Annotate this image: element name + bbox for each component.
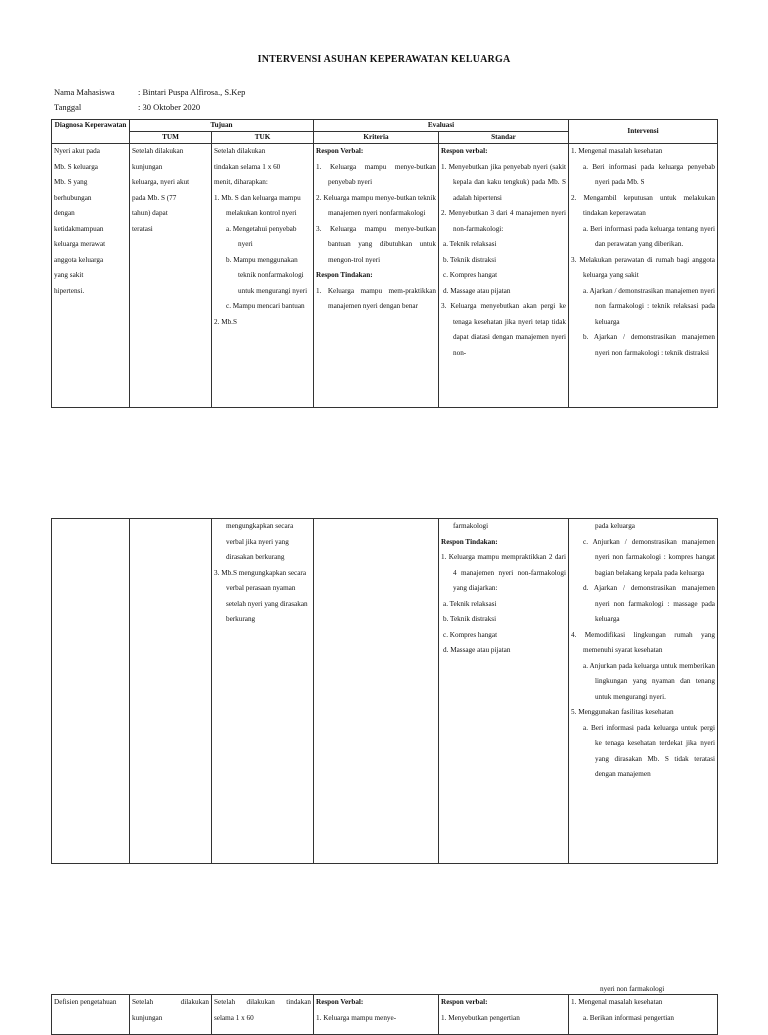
intervensi-item: 4. Memodifikasi lingkungan rumah yang memenuhi syarat kesehatan xyxy=(571,630,715,654)
standar-heading: Respon Tindakan: xyxy=(441,537,498,546)
tuk-continuation: mengungkapkan secara verbal jika nyeri yang dirasakan berkurang xyxy=(226,522,294,561)
standar-subitem: a. Teknik relaksasi xyxy=(443,599,497,608)
standar-item: 1. Keluarga mampu mempraktikkan 2 dari 4 manajemen nyeri non-farmakologi yang diajarkan: xyxy=(441,553,566,592)
carry-over-text: nyeri non farmakologi xyxy=(600,985,665,993)
cell-tum: Setelah dilakukan kunjungan xyxy=(130,995,212,1035)
kriteria-item: 3. Keluarga mampu menye-butkan bantuan yang dibutuhkan untuk mengon-trol nyeri xyxy=(316,224,436,264)
intervensi-continuation: pada keluarga xyxy=(595,522,635,530)
meta-label: Tanggal xyxy=(54,102,82,112)
text-line: menit, diharapkan: xyxy=(214,178,268,186)
intervention-table-page3 xyxy=(51,994,718,1035)
cell-tuk: Setelah dilakukan tindakan selama 1 x 60 xyxy=(212,995,314,1035)
tuk-subitem: c. Mampu mencari bantuan xyxy=(226,302,305,310)
text-line: Setelah dilakukan xyxy=(132,147,184,155)
header-diagnosa: Diagnosa Keperawatan xyxy=(52,120,130,144)
intervensi-item: 2. Mengambil keputusan untuk melakukan tindakan keperawatan xyxy=(571,193,715,217)
text-line: yang sakit xyxy=(54,271,84,279)
standar-heading: Respon verbal: xyxy=(441,998,488,1006)
kriteria-heading: Respon Tindakan: xyxy=(316,271,373,279)
text-line: tindakan selama 1 x 60 xyxy=(214,162,281,171)
intervensi-subitem: a. Berikan informasi pengertian xyxy=(583,1013,675,1022)
intervention-table-page1 xyxy=(51,119,718,408)
document-title: INTERVENSI ASUHAN KEPERAWATAN KELUARGA xyxy=(257,54,511,65)
text-line: Mb. S keluarga xyxy=(54,162,98,171)
meta-value: : 30 Oktober 2020 xyxy=(138,102,201,112)
standar-item: 1. Menyebutkan pengertian xyxy=(441,1013,520,1022)
text-line: Setelah dilakukan xyxy=(214,147,266,155)
intervensi-item: 1. Mengenal masalah kesehatan xyxy=(571,998,663,1006)
text-line: dengan xyxy=(54,209,75,217)
meta-row-student xyxy=(54,87,245,97)
text-line: anggota keluarga xyxy=(54,255,104,264)
intervensi-subitem: a. Beri informasi pada keluarga penyebab nyeri pada Mb. S xyxy=(583,162,715,186)
intervensi-item: 3. Melakukan perawatan di rumah bagi anggota keluarga yang sakit xyxy=(571,255,715,279)
cell-standar xyxy=(439,144,569,408)
cell-kriteria xyxy=(314,519,439,864)
cell-kriteria xyxy=(314,995,439,1035)
text-line: teratasi xyxy=(132,224,153,233)
standar-item: 3. Keluarga menyebutkan akan pergi ke tenaga kesehatan jika nyeri tetap tidak dapat diatasi dengan manajemen nyeri non- xyxy=(441,302,566,357)
text-line: keluarga, nyeri akut xyxy=(132,178,190,186)
cell-tum xyxy=(130,144,212,408)
standar-subitem: a. Teknik relaksasi xyxy=(443,240,497,248)
meta-label: Nama Mahasiswa xyxy=(54,87,115,97)
cell-intervensi xyxy=(569,144,718,408)
cell-standar xyxy=(439,995,569,1035)
standar-subitem: d. Massage atau pijatan xyxy=(443,286,511,295)
standar-subitem: c. Kompres hangat xyxy=(443,271,498,279)
intervensi-item: 5. Menggunakan fasilitas kesehatan xyxy=(571,708,674,716)
kriteria-item: 1. Keluarga mampu menye-butkan penyebab nyeri xyxy=(316,162,436,186)
cell-kriteria xyxy=(314,144,439,408)
text-line: tahun) dapat xyxy=(132,209,168,217)
text-line: Mb. S yang xyxy=(54,178,88,186)
intervensi-subitem: a. Beri informasi pada keluarga untuk pergi ke tenaga kesehatan terdekat jika nyeri yang dirasakan Mb. S tidak teratasi dengan manajemen xyxy=(583,723,715,778)
intervensi-subitem: a. Beri informasi pada keluarga tentang nyeri dan perawatan yang diberikan. xyxy=(583,224,715,248)
intervensi-subitem: d. Ajarkan / demonstrasikan manajemen nyeri non farmakologi : massage pada keluarga xyxy=(583,584,715,623)
text-line: hipertensi. xyxy=(54,286,85,295)
text-line: ketidakmampuan xyxy=(54,224,104,233)
header-kriteria: Kriteria xyxy=(314,132,439,144)
standar-subitem: b. Teknik distraksi xyxy=(443,255,497,264)
intervensi-subitem: a. Ajarkan / demonstrasikan manajemen nyeri non farmakologi : teknik relaksasi pada keluarga xyxy=(583,286,715,326)
text-line: keluarga merawat xyxy=(54,240,106,248)
header-evaluasi: Evaluasi xyxy=(314,120,569,132)
cell-tum xyxy=(130,519,212,864)
kriteria-item: 1. Keluarga mampu mem-praktikkan manajemen nyeri dengan benar xyxy=(316,286,436,310)
header-tuk: TUK xyxy=(212,132,314,144)
intervensi-item: 1. Mengenal masalah kesehatan xyxy=(571,147,663,155)
cell-diagnosa: Defisien pengetahuan xyxy=(52,995,130,1035)
cell-intervensi xyxy=(569,995,718,1035)
text-line: kunjungan xyxy=(132,162,163,171)
standar-heading: Respon verbal: xyxy=(441,147,488,155)
cell-tuk xyxy=(212,144,314,408)
intervensi-subitem: b. Ajarkan / demonstrasikan manajemen nyeri non farmakologi : teknik distraksi xyxy=(583,333,715,357)
cell-intervensi xyxy=(569,519,718,864)
intervensi-subitem: c. Anjurkan / demonstrasikan manajemen nyeri non farmakologi : kompres hangat bagian belakang kepala pada keluarga xyxy=(583,537,715,577)
cell-standar xyxy=(439,519,569,864)
header-intervensi: Intervensi xyxy=(569,120,718,144)
text-line: pada Mb. S (77 xyxy=(132,193,177,202)
header-tum: TUM xyxy=(130,132,212,144)
intervention-table-page2 xyxy=(51,518,718,864)
tuk-item: 2. Mb.S xyxy=(214,317,237,326)
standar-subitem: b. Teknik distraksi xyxy=(443,615,497,623)
standar-continuation: farmakologi xyxy=(453,522,489,530)
text-line: berhubungan xyxy=(54,193,92,202)
text-line: Nyeri akut pada xyxy=(54,147,100,155)
tuk-subitem: b. Mampu menggunakan teknik nonfarmakologi untuk mengurangi nyeri xyxy=(226,255,308,295)
meta-row-date xyxy=(54,102,200,112)
kriteria-heading: Respon Verbal: xyxy=(316,998,364,1006)
tuk-item: 3. Mb.S mengungkapkan secara verbal perasaan nyaman setelah nyeri yang dirasakan berkurang xyxy=(214,568,308,623)
cell-tuk xyxy=(212,519,314,864)
kriteria-item: 1. Keluarga mampu menye- xyxy=(316,1013,397,1022)
standar-subitem: d. Massage atau pijatan xyxy=(443,646,511,654)
standar-subitem: c. Kompres hangat xyxy=(443,630,498,639)
standar-item: 1. Menyebutkan jika penyebab nyeri (sakit kepala dan kaku tengkuk) pada Mb. S adalah hipertensi xyxy=(441,162,566,202)
cell-diagnosa xyxy=(52,144,130,408)
standar-item: 2. Menyebutkan 3 dari 4 manajemen nyeri non-farmakologi: xyxy=(441,209,566,233)
cell-diagnosa xyxy=(52,519,130,864)
tuk-subitem: a. Mengetahui penyebab nyeri xyxy=(226,224,297,248)
kriteria-item: 2. Keluarga mampu menye-butkan teknik manajemen nyeri nonfarmakologi xyxy=(316,193,436,217)
intervensi-subitem: a. Anjurkan pada keluarga untuk memberikan lingkungan yang nyaman dan tenang untuk mengurangi nyeri. xyxy=(583,661,715,701)
meta-value: : Bintari Puspa Alfirosa., S.Kep xyxy=(138,87,246,97)
tuk-item: 1. Mb. S dan keluarga mampu melakukan kontrol nyeri xyxy=(214,193,301,217)
kriteria-heading: Respon Verbal: xyxy=(316,147,364,155)
header-tujuan: Tujuan xyxy=(130,120,314,132)
header-standar: Standar xyxy=(439,132,569,144)
